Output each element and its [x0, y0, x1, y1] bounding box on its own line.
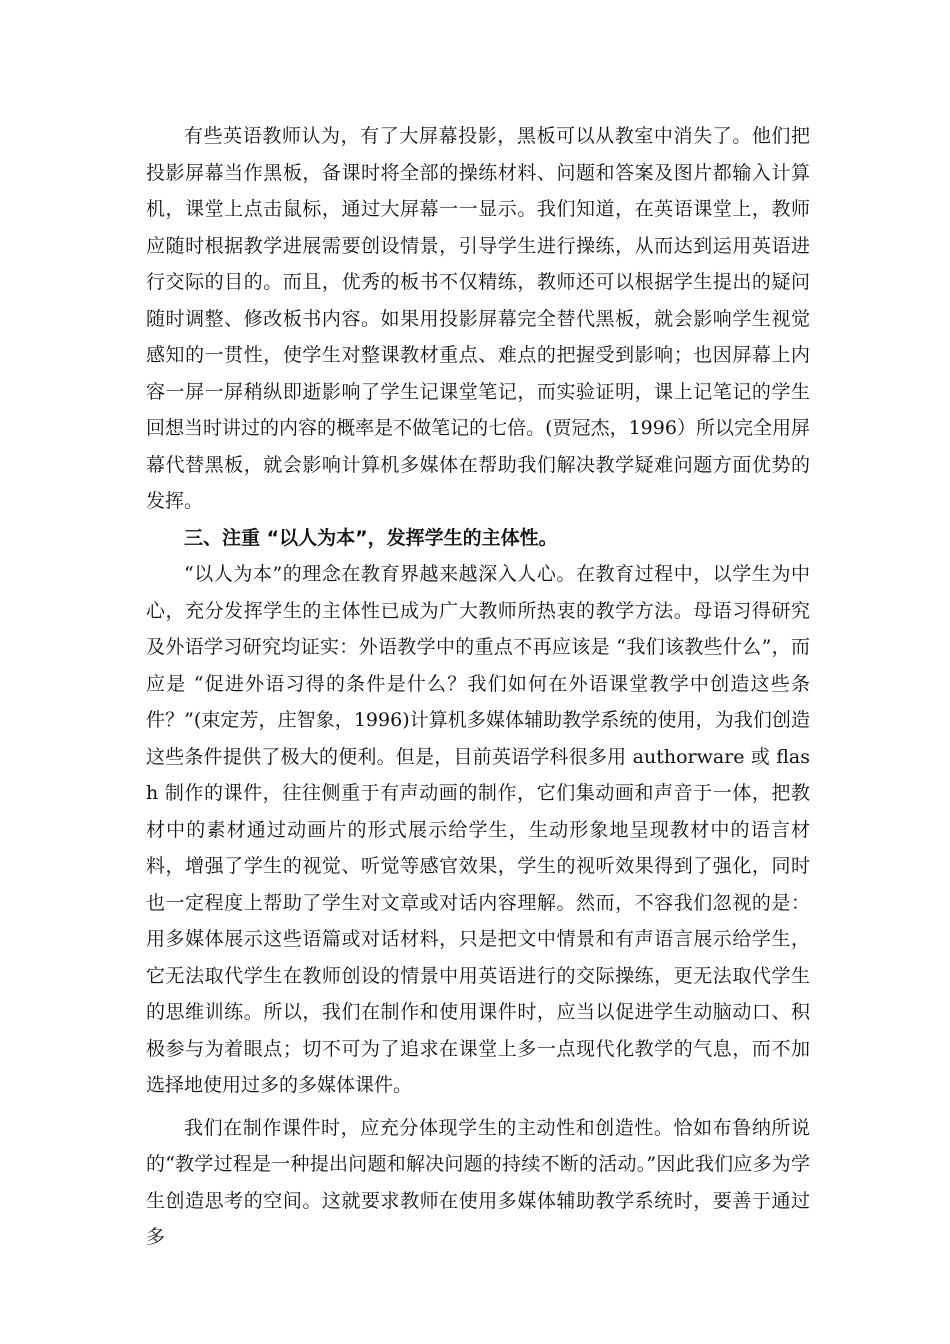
paragraph-student-centered: “以人为本”的理念在教育界越来越深入人心。在教育过程中，以学生为中心，充分发挥学生的主体性已成为广大教师所热衷的教学方法。母语习得研究及外语学习研究均证实：外语教学中的重点不再应该是 “我们该教些什么”，而应是 “促进外语习得的条件是什么？我们如何在外语课堂教学中创造这些条件？”(束定芳，庄智象，1996)计算机多媒体辅助教学系统的使用，为我们创造这些条件提供了极大的便利。但是，目前英语学科很多用 authorware 或 flash 制作的课件，往往侧重于有声动画的制作，它们集动画和声音于一体，把教材中的素材通过动画片的形式展示给学生，生动形象地呈现教材中的语言材料，增强了学生的视觉、听觉等感官效果，学生的视听效果得到了强化，同时也一定程度上帮助了学生对文章或对话内容理解。然而，不容我们忽视的是：用多媒体展示这些语篇或对话材料，只是把文中情景和有声语言展示给学生，它无法取代学生在教师创设的情景中用英语进行的交际操练，更无法取代学生的思维训练。所以，我们在制作和使用课件时，应当以促进学生动脑动口、积极参与为着眼点；切不可为了追求在课堂上多一点现代化教学的气息，而不加选择地使用过多的多媒体课件。: [146, 563, 810, 1096]
section-heading-3: 三、注重 “以人为本”，发挥学生的主体性。: [184, 526, 558, 549]
document-page: [146, 118, 810, 1256]
paragraph-blackboard: 有些英语教师认为，有了大屏幕投影，黑板可以从教室中消失了。他们把投影屏幕当作黑板，备课时将全部的操练材料、问题和答案及图片都输入计算机，课堂上点击鼠标，通过大屏幕一一显示。我们知道，在英语课堂上，教师应随时根据教学进展需要创设情景，引导学生进行操练，从而达到运用英语进行交际的目的。而且，优秀的板书不仅精练，教师还可以根据学生提出的疑问随时调整、修改板书内容。如果用投影屏幕完全替代黑板，就会影响学生视觉感知的一贯性，使学生对整课教材重点、难点的把握受到影响；也因屏幕上内容一屏一屏稍纵即逝影响了学生记课堂笔记，而实验证明，课上记笔记的学生回想当时讲过的内容的概率是不做笔记的七倍。(贾冠杰，1996）所以完全用屏幕代替黑板，就会影响计算机多媒体在帮助我们解决教学疑难问题方面优势的发挥。: [146, 125, 810, 512]
paragraph-creativity: 我们在制作课件时，应充分体现学生的主动性和创造性。恰如布鲁纳所说的“教学过程是一种提出问题和解决问题的持续不断的活动。”因此我们应多为学生创造思考的空间。这就要求教师在使用多媒体辅助教学系统时，要善于通过多: [146, 1116, 810, 1248]
